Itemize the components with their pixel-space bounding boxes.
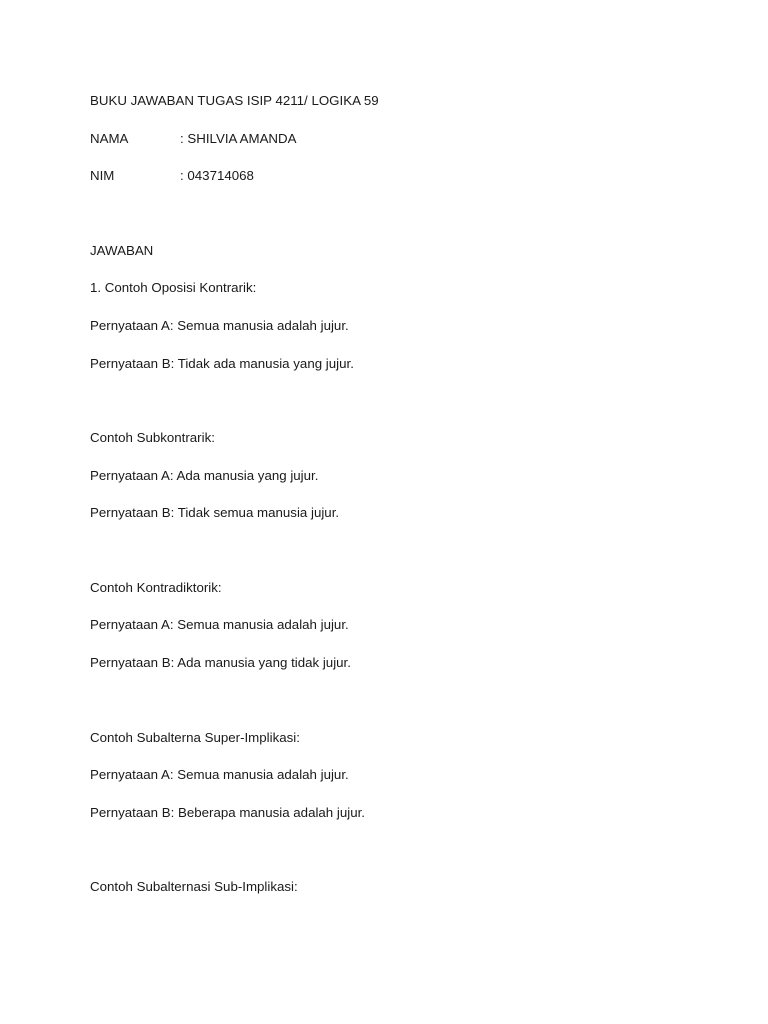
section-heading-oposisi-kontrarik: 1. Contoh Oposisi Kontrarik: [90,280,257,295]
statement-a: Pernyataan A: Semua manusia adalah jujur. [90,617,349,632]
statement-a: Pernyataan A: Semua manusia adalah jujur. [90,318,349,333]
statement-a: Pernyataan A: Semua manusia adalah jujur. [90,767,349,782]
statement-b: Pernyataan B: Tidak ada manusia yang jujur. [90,356,354,371]
statement-a: Pernyataan A: Ada manusia yang jujur. [90,468,319,483]
name-row [90,131,297,147]
name-value: : SHILVIA AMANDA [180,131,297,146]
section-heading-subalternasi-sub-implikasi: Contoh Subalternasi Sub-Implikasi: [90,879,298,894]
nim-row [90,168,254,184]
statement-b: Pernyataan B: Beberapa manusia adalah jujur. [90,805,365,820]
name-label: NAMA [90,131,129,146]
section-heading-subkontrarik: Contoh Subkontrarik: [90,430,215,445]
nim-label: NIM [90,168,115,183]
section-heading-subalterna-super-implikasi: Contoh Subalterna Super-Implikasi: [90,730,300,745]
statement-b: Pernyataan B: Tidak semua manusia jujur. [90,505,340,520]
document-title: BUKU JAWABAN TUGAS ISIP 4211/ LOGIKA 59 [90,93,379,108]
section-heading: JAWABAN [90,243,154,258]
section-heading-kontradiktorik: Contoh Kontradiktorik: [90,580,222,595]
statement-b: Pernyataan B: Ada manusia yang tidak jujur. [90,655,351,670]
nim-value: : 043714068 [180,168,254,183]
